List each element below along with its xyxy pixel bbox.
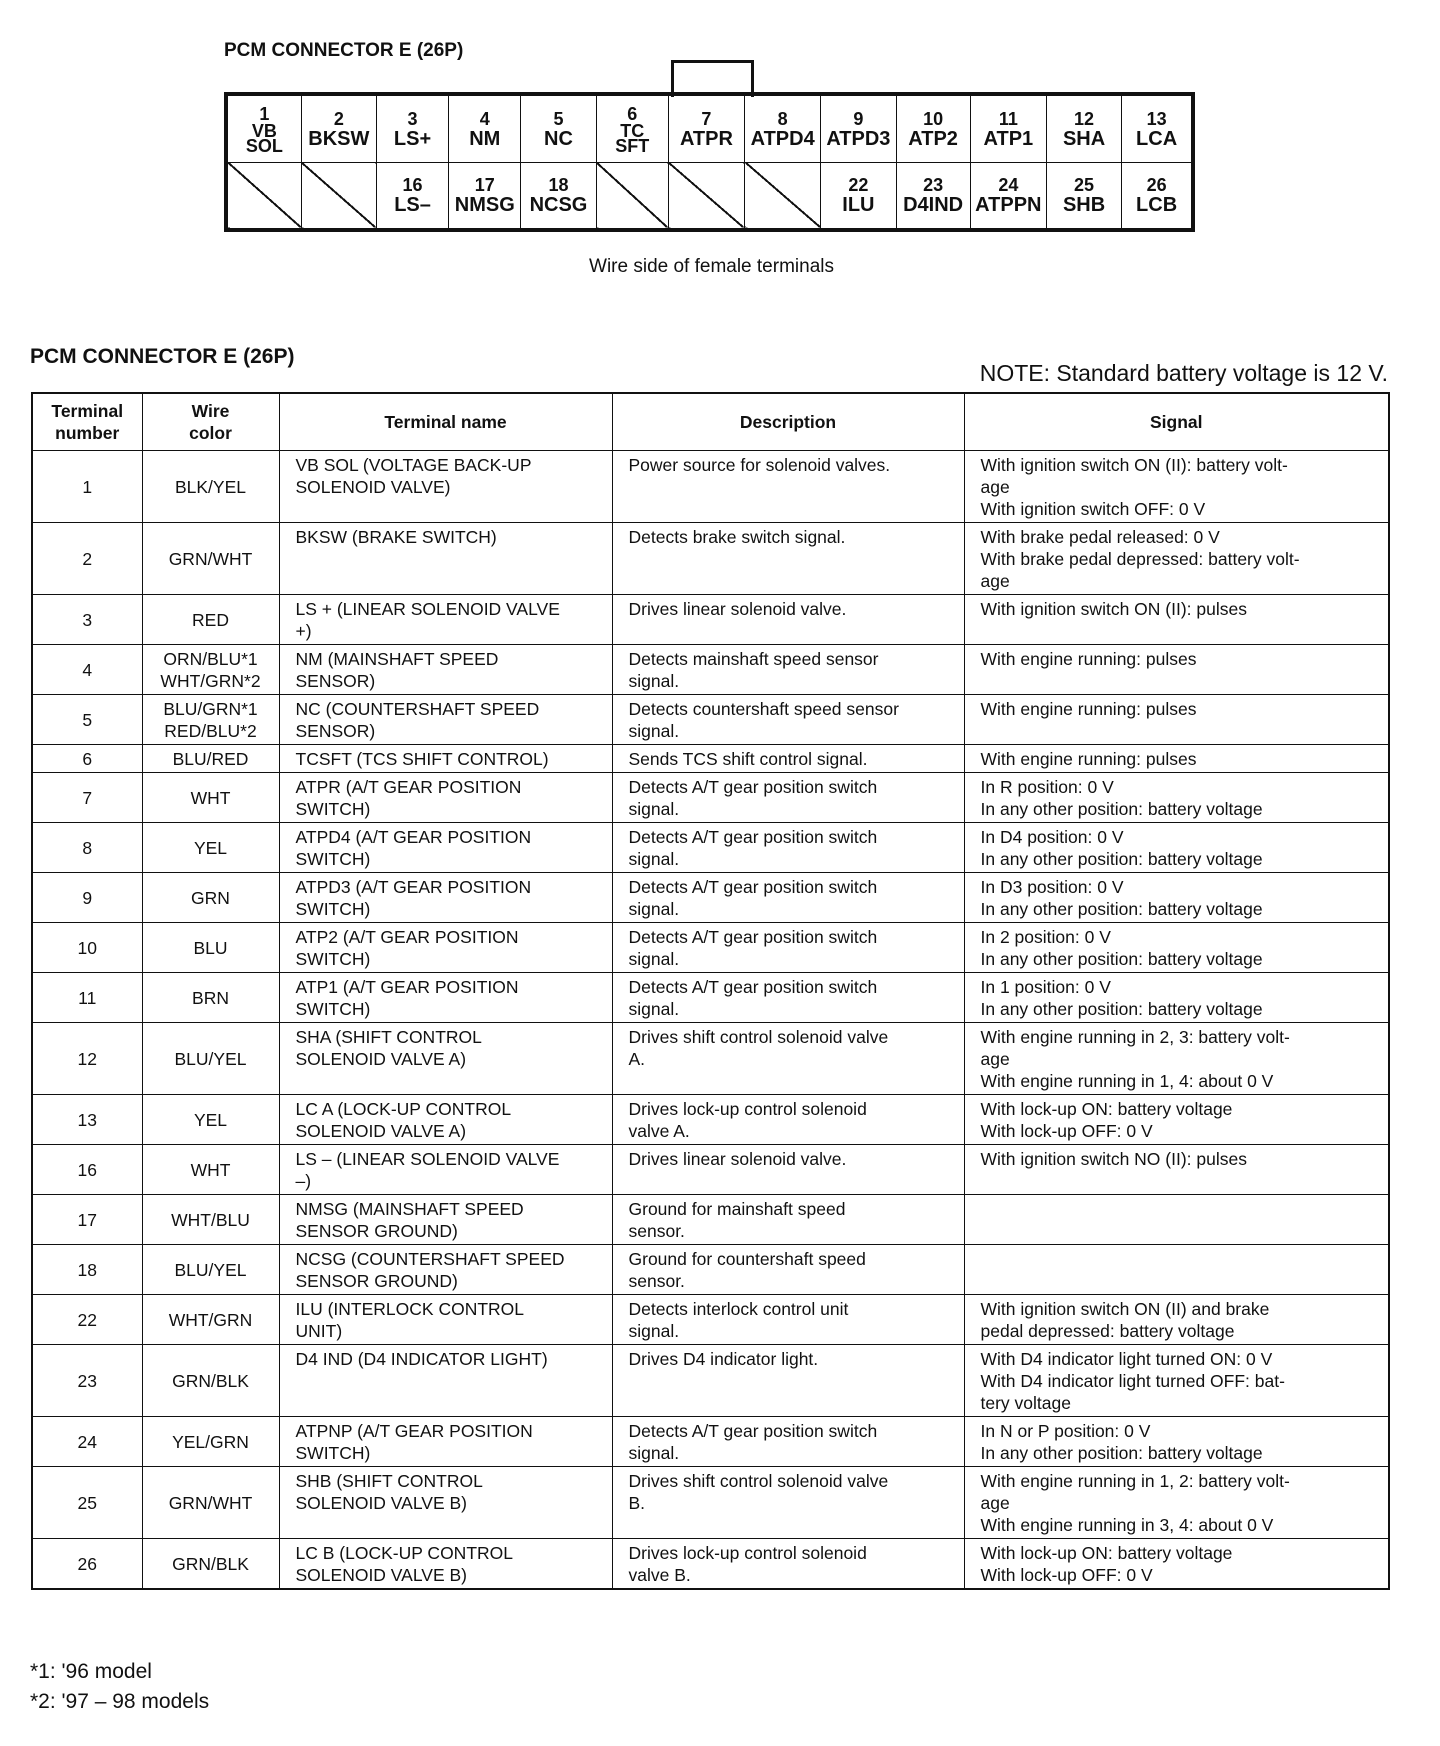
terminal-number-cell: 10 — [32, 923, 142, 973]
connector-pin — [896, 94, 970, 162]
terminal-name-cell: ATPD4 (A/T GEAR POSITION SWITCH) — [279, 823, 612, 873]
connector-pin-number: 18 — [548, 175, 569, 196]
connector-pin-number: 6 — [627, 103, 638, 124]
terminal-name-cell: ATP1 (A/T GEAR POSITION SWITCH) — [279, 973, 612, 1023]
description-cell: Drives shift control solenoid valve B. — [612, 1467, 964, 1539]
connector-pin — [970, 94, 1046, 162]
terminal-number-cell: 8 — [32, 823, 142, 873]
table-row — [32, 1245, 1389, 1295]
header-terminal-number: Terminal number — [32, 393, 142, 451]
terminal-name-cell: SHA (SHIFT CONTROL SOLENOID VALVE A) — [279, 1023, 612, 1095]
table-row — [32, 923, 1389, 973]
connector-pin — [970, 162, 1046, 230]
footnote-2: *2: '97 – 98 models — [30, 1690, 210, 1713]
connector-empty-cavity — [226, 162, 301, 230]
terminal-number-cell: 17 — [32, 1195, 142, 1245]
footnote-1: *1: '96 model — [30, 1660, 152, 1683]
connector-pin-number: 4 — [479, 108, 490, 129]
terminal-name-cell: LS – (LINEAR SOLENOID VALVE –) — [279, 1145, 612, 1195]
connector-pin-label: D4IND — [903, 194, 964, 217]
wire-color-cell: WHT/BLU — [142, 1195, 279, 1245]
connector-pin — [521, 162, 596, 230]
wire-color-cell: BLU/YEL — [142, 1245, 279, 1295]
terminal-number-cell: 16 — [32, 1145, 142, 1195]
terminal-number-cell: 4 — [32, 645, 142, 695]
connector-pin — [449, 94, 521, 162]
wire-color-cell: YEL — [142, 1095, 279, 1145]
terminal-number-cell: 24 — [32, 1417, 142, 1467]
connector-pin-number: 13 — [1146, 108, 1167, 129]
connector-pin — [1122, 94, 1193, 162]
connector-pin-label: SFT — [615, 135, 650, 156]
connector-pin-number: 1 — [259, 103, 270, 124]
header-description: Description — [612, 393, 964, 451]
connector-pin — [521, 94, 596, 162]
connector-pin-label: ATPD4 — [750, 127, 815, 150]
table-row — [32, 595, 1389, 645]
connector-pin-label: NC — [544, 127, 573, 150]
terminal-name-cell: SHB (SHIFT CONTROL SOLENOID VALVE B) — [279, 1467, 612, 1539]
connector-pin-label: LS+ — [393, 127, 432, 150]
terminal-number-cell: 23 — [32, 1345, 142, 1417]
signal-cell: With lock-up ON: battery voltage With lock-up OFF: 0 V — [964, 1095, 1389, 1145]
connector-empty-cavity — [745, 162, 821, 230]
table-header-row — [32, 393, 1389, 451]
terminal-name-cell: ATP2 (A/T GEAR POSITION SWITCH) — [279, 923, 612, 973]
connector-pin — [596, 94, 668, 162]
signal-cell: In D3 position: 0 V In any other position: battery voltage — [964, 873, 1389, 923]
connector-pin-label: NM — [469, 127, 501, 150]
table-row — [32, 1539, 1389, 1590]
signal-cell: In N or P position: 0 V In any other position: battery voltage — [964, 1417, 1389, 1467]
wire-color-cell: GRN/BLK — [142, 1539, 279, 1590]
connector-pin-number: 26 — [1146, 175, 1167, 196]
description-cell: Detects A/T gear position switch signal. — [612, 823, 964, 873]
description-cell: Detects A/T gear position switch signal. — [612, 1417, 964, 1467]
connector-pin-label: NCSG — [529, 194, 588, 217]
terminal-name-cell: NM (MAINSHAFT SPEED SENSOR) — [279, 645, 612, 695]
connector-empty-cavity — [668, 162, 744, 230]
description-cell: Power source for solenoid valves. — [612, 451, 964, 523]
wire-color-cell: BLU/GRN*1 RED/BLU*2 — [142, 695, 279, 745]
connector-pin — [376, 94, 448, 162]
connector-pin — [1122, 162, 1193, 230]
wire-color-cell: BLK/YEL — [142, 451, 279, 523]
connector-pin-label: LS– — [394, 194, 431, 217]
description-cell: Drives D4 indicator light. — [612, 1345, 964, 1417]
connector-pin — [821, 94, 896, 162]
connector-pin-number: 9 — [853, 108, 864, 129]
signal-cell: With ignition switch ON (II) and brake pedal depressed: battery voltage — [964, 1295, 1389, 1345]
terminal-number-cell: 1 — [32, 451, 142, 523]
connector-pin-label: ATPR — [679, 127, 733, 150]
terminal-number-cell: 6 — [32, 745, 142, 773]
connector-pin-number: 22 — [848, 175, 869, 196]
header-wire-color: Wire color — [142, 393, 279, 451]
table-row — [32, 973, 1389, 1023]
terminal-table-body — [32, 451, 1389, 1590]
table-row — [32, 1345, 1389, 1417]
signal-cell — [964, 1195, 1389, 1245]
terminal-number-cell: 2 — [32, 523, 142, 595]
terminal-number-cell: 12 — [32, 1023, 142, 1095]
signal-cell: With lock-up ON: battery voltage With lock-up OFF: 0 V — [964, 1539, 1389, 1590]
description-cell: Ground for countershaft speed sensor. — [612, 1245, 964, 1295]
terminal-name-cell: LC B (LOCK-UP CONTROL SOLENOID VALVE B) — [279, 1539, 612, 1590]
signal-cell: In 1 position: 0 V In any other position: battery voltage — [964, 973, 1389, 1023]
connector-pin-number: 8 — [777, 108, 788, 129]
terminal-name-cell: LC A (LOCK-UP CONTROL SOLENOID VALVE A) — [279, 1095, 612, 1145]
connector-pin-number: 23 — [923, 175, 944, 196]
table-row — [32, 1023, 1389, 1095]
signal-cell: In 2 position: 0 V In any other position: battery voltage — [964, 923, 1389, 973]
description-cell: Drives lock-up control solenoid valve A. — [612, 1095, 964, 1145]
connector-pinout — [224, 92, 1195, 232]
signal-cell: With engine running: pulses — [964, 645, 1389, 695]
terminal-number-cell: 18 — [32, 1245, 142, 1295]
connector-pin-number: 24 — [998, 175, 1019, 196]
terminal-number-cell: 25 — [32, 1467, 142, 1539]
description-cell: Detects A/T gear position switch signal. — [612, 873, 964, 923]
connector-title: PCM CONNECTOR E (26P) — [224, 40, 464, 61]
connector-pin-number: 5 — [553, 108, 564, 129]
voltage-note: NOTE: Standard battery voltage is 12 V. — [979, 360, 1388, 386]
table-row — [32, 1095, 1389, 1145]
terminal-name-cell: VB SOL (VOLTAGE BACK-UP SOLENOID VALVE) — [279, 451, 612, 523]
connector-pin-label: LCA — [1136, 127, 1178, 150]
description-cell: Drives linear solenoid valve. — [612, 1145, 964, 1195]
wire-color-cell: GRN — [142, 873, 279, 923]
connector-pin-label: ILU — [842, 194, 875, 217]
table-row — [32, 451, 1389, 523]
terminal-name-cell: NMSG (MAINSHAFT SPEED SENSOR GROUND) — [279, 1195, 612, 1245]
signal-cell: With brake pedal released: 0 V With brake pedal depressed: battery volt- age — [964, 523, 1389, 595]
table-row — [32, 873, 1389, 923]
connector-pin-label: SHA — [1062, 127, 1106, 150]
connector-pin-number: 11 — [998, 108, 1018, 129]
connector-pin — [1046, 162, 1121, 230]
terminal-name-cell: NCSG (COUNTERSHAFT SPEED SENSOR GROUND) — [279, 1245, 612, 1295]
terminal-name-cell: NC (COUNTERSHAFT SPEED SENSOR) — [279, 695, 612, 745]
connector-pin — [668, 94, 744, 162]
terminal-number-cell: 7 — [32, 773, 142, 823]
connector-pin — [1046, 94, 1121, 162]
description-cell: Drives shift control solenoid valve A. — [612, 1023, 964, 1095]
signal-cell: With engine running: pulses — [964, 695, 1389, 745]
wire-color-cell: ORN/BLU*1 WHT/GRN*2 — [142, 645, 279, 695]
description-cell: Detects brake switch signal. — [612, 523, 964, 595]
signal-cell: With engine running: pulses — [964, 745, 1389, 773]
signal-cell: With D4 indicator light turned ON: 0 V With D4 indicator light turned OFF: bat- tery voltage — [964, 1345, 1389, 1417]
signal-cell: With engine running in 2, 3: battery volt- age With engine running in 1, 4: about 0 V — [964, 1023, 1389, 1095]
terminal-number-cell: 3 — [32, 595, 142, 645]
wire-color-cell: WHT — [142, 1145, 279, 1195]
wire-color-cell: YEL/GRN — [142, 1417, 279, 1467]
description-cell: Sends TCS shift control signal. — [612, 745, 964, 773]
terminal-name-cell: ILU (INTERLOCK CONTROL UNIT) — [279, 1295, 612, 1345]
connector-pin-label: TC — [620, 120, 645, 141]
connector-empty-cavity — [301, 162, 376, 230]
connector-pin — [226, 94, 301, 162]
table-row — [32, 695, 1389, 745]
terminal-name-cell: ATPD3 (A/T GEAR POSITION SWITCH) — [279, 873, 612, 923]
wire-color-cell: WHT — [142, 773, 279, 823]
connector-pin-number: 7 — [701, 108, 712, 129]
header-signal: Signal — [964, 393, 1389, 451]
table-title: PCM CONNECTOR E (26P) — [30, 345, 295, 368]
connector-pin-label: VB — [251, 120, 277, 141]
terminal-name-cell: LS + (LINEAR SOLENOID VALVE +) — [279, 595, 612, 645]
terminal-name-cell: BKSW (BRAKE SWITCH) — [279, 523, 612, 595]
description-cell: Detects mainshaft speed sensor signal. — [612, 645, 964, 695]
description-cell: Detects A/T gear position switch signal. — [612, 923, 964, 973]
connector-row-bottom — [226, 162, 1193, 230]
terminal-name-cell: ATPR (A/T GEAR POSITION SWITCH) — [279, 773, 612, 823]
wire-color-cell: GRN/WHT — [142, 1467, 279, 1539]
signal-cell: In D4 position: 0 V In any other position: battery voltage — [964, 823, 1389, 873]
signal-cell: With ignition switch NO (II): pulses — [964, 1145, 1389, 1195]
connector-pin — [301, 94, 376, 162]
description-cell: Drives lock-up control solenoid valve B. — [612, 1539, 964, 1590]
connector-pin — [896, 162, 970, 230]
table-row — [32, 745, 1389, 773]
terminal-number-cell: 26 — [32, 1539, 142, 1590]
connector-pin-number: 16 — [402, 175, 423, 196]
table-row — [32, 645, 1389, 695]
connector-pin-label: NMSG — [454, 194, 515, 217]
description-cell: Detects A/T gear position switch signal. — [612, 773, 964, 823]
table-row — [32, 1295, 1389, 1345]
table-row — [32, 1195, 1389, 1245]
signal-cell: In R position: 0 V In any other position: battery voltage — [964, 773, 1389, 823]
connector-caption: Wire side of female terminals — [589, 256, 834, 277]
connector-pin-label: ATP2 — [908, 127, 958, 150]
table-row — [32, 1467, 1389, 1539]
wire-color-cell: YEL — [142, 823, 279, 873]
table-row — [32, 773, 1389, 823]
connector-pin-label: ATP1 — [983, 127, 1034, 150]
connector-pin-number: 25 — [1074, 175, 1095, 196]
connector-pin-label: LCB — [1136, 194, 1178, 217]
description-cell: Drives linear solenoid valve. — [612, 595, 964, 645]
connector-pin-label: ATPPN — [975, 194, 1042, 217]
connector-pin — [745, 94, 821, 162]
table-row — [32, 523, 1389, 595]
connector-pin-label: SHB — [1062, 194, 1106, 217]
terminal-name-cell: TCSFT (TCS SHIFT CONTROL) — [279, 745, 612, 773]
terminal-table — [31, 392, 1390, 1590]
connector-pin-label: ATPD3 — [826, 127, 891, 150]
terminal-number-cell: 9 — [32, 873, 142, 923]
connector-pin-number: 3 — [407, 108, 418, 129]
wire-color-cell: BLU/YEL — [142, 1023, 279, 1095]
signal-cell — [964, 1245, 1389, 1295]
table-row — [32, 823, 1389, 873]
terminal-name-cell: D4 IND (D4 INDICATOR LIGHT) — [279, 1345, 612, 1417]
description-cell: Detects countershaft speed sensor signal. — [612, 695, 964, 745]
terminal-name-cell: ATPNP (A/T GEAR POSITION SWITCH) — [279, 1417, 612, 1467]
connector-pin — [449, 162, 521, 230]
terminal-number-cell: 5 — [32, 695, 142, 745]
description-cell: Detects A/T gear position switch signal. — [612, 973, 964, 1023]
connector-pin-number: 12 — [1074, 108, 1095, 129]
terminal-number-cell: 22 — [32, 1295, 142, 1345]
wire-color-cell: BLU/RED — [142, 745, 279, 773]
connector-pin-number: 2 — [333, 108, 344, 129]
terminal-number-cell: 11 — [32, 973, 142, 1023]
wire-color-cell: BLU — [142, 923, 279, 973]
table-row — [32, 1145, 1389, 1195]
signal-cell: With ignition switch ON (II): battery volt- age With ignition switch OFF: 0 V — [964, 451, 1389, 523]
wire-color-cell: BRN — [142, 973, 279, 1023]
wire-color-cell: WHT/GRN — [142, 1295, 279, 1345]
description-cell: Detects interlock control unit signal. — [612, 1295, 964, 1345]
connector-pin — [376, 162, 448, 230]
header-terminal-name: Terminal name — [279, 393, 612, 451]
signal-cell: With ignition switch ON (II): pulses — [964, 595, 1389, 645]
terminal-number-cell: 13 — [32, 1095, 142, 1145]
connector-pin-number: 17 — [474, 175, 495, 196]
connector-pin-label: SOL — [245, 135, 283, 156]
connector-row-top — [226, 94, 1193, 162]
connector-pin-label: BKSW — [308, 127, 370, 150]
wire-color-cell: GRN/WHT — [142, 523, 279, 595]
wire-color-cell: GRN/BLK — [142, 1345, 279, 1417]
connector-pin — [821, 162, 896, 230]
connector-empty-cavity — [596, 162, 668, 230]
table-row — [32, 1417, 1389, 1467]
description-cell: Ground for mainshaft speed sensor. — [612, 1195, 964, 1245]
connector-pin-number: 10 — [923, 108, 944, 129]
wire-color-cell: RED — [142, 595, 279, 645]
signal-cell: With engine running in 1, 2: battery volt- age With engine running in 3, 4: about 0 V — [964, 1467, 1389, 1539]
